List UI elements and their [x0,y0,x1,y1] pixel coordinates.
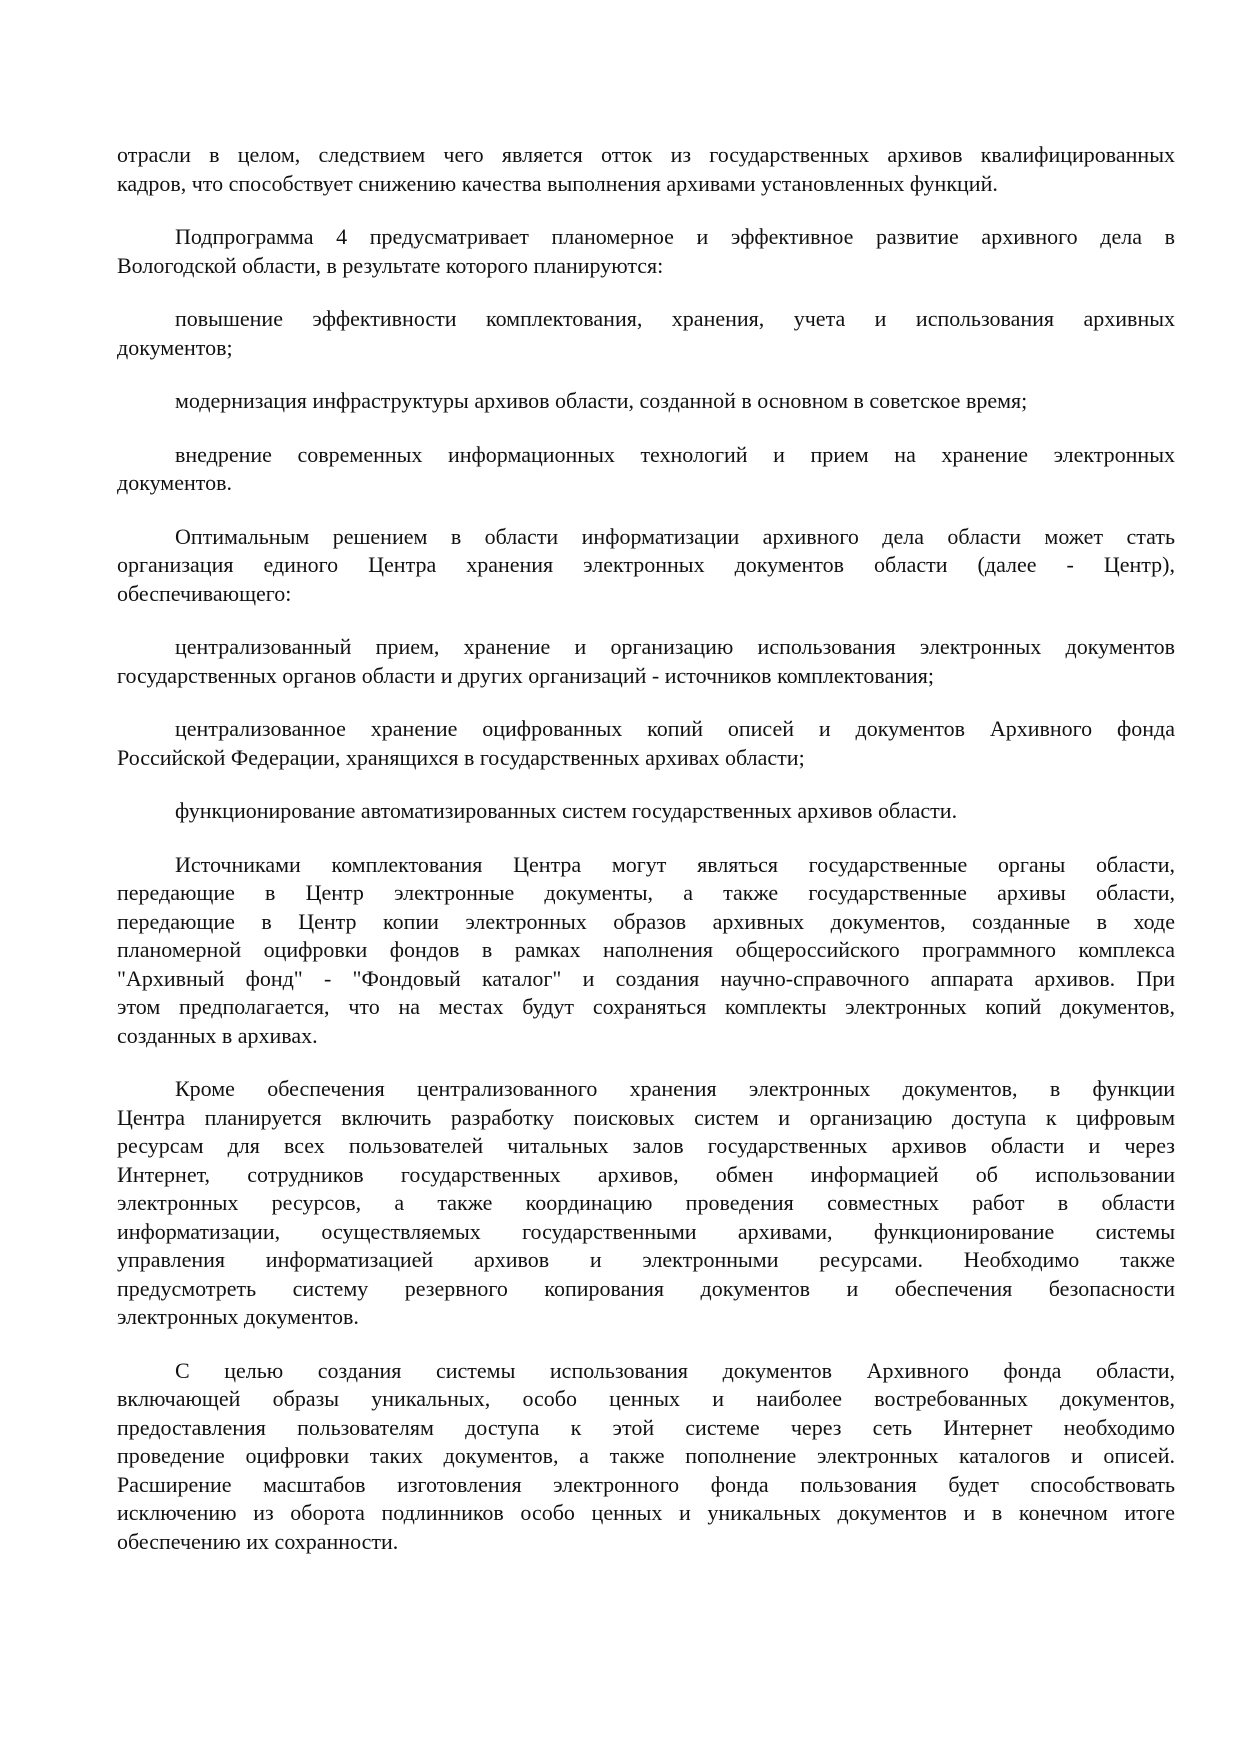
text-line: созданных в архивах. [117,1022,318,1048]
paragraph [117,1357,1175,1557]
paragraph [117,441,1175,498]
text-line: электронных документов. [117,1304,359,1329]
text-line: информатизации, осуществляемых государственными архивами, функционирование системы [117,1218,1175,1244]
text-line: централизованное хранение оцифрованных копий описей и документов Архивного фонда [175,716,1175,741]
text-line: государственных органов области и других организаций - источников комплектования; [117,662,935,688]
text-line: этом предполагается, что на местах будут сохраняться комплекты электронных копий документов, [117,994,1175,1019]
paragraph [117,387,1175,416]
text-line: Источниками комплектования Центра могут являться государственные органы области, [175,851,1175,877]
text-line: проведение оцифровки таких документов, а также пополнение электронных каталогов и описей. [117,1443,1175,1468]
text-line: отрасли в целом, следствием чего является отток из государственных архивов квалифицированных [117,142,1175,167]
text-line: обеспечивающего: [117,580,292,606]
text-line: повышение эффективности комплектования, хранения, учета и использования архивных [175,306,1175,331]
text-line: предусмотреть систему резервного копирования документов и обеспечения безопасности [117,1275,1175,1301]
text-line: организация единого Центра хранения электронных документов области (далее - Центр), [117,552,1175,577]
text-line: централизованный прием, хранение и организацию использования электронных документов [175,634,1175,659]
text-line: исключению из оборота подлинников особо ценных и уникальных документов и в конечном итоге [117,1500,1175,1525]
paragraph [117,633,1175,690]
text-line: включающей образы уникальных, особо ценных и наиболее востребованных документов, [117,1386,1175,1411]
text-line: передающие в Центр копии электронных образов архивных документов, созданные в ходе [117,908,1175,934]
text-line: электронных ресурсов, а также координацию проведения совместных работ в области [117,1190,1175,1215]
text-line: документов. [117,470,232,495]
text-line: Подпрограмма 4 предусматривает планомерное и эффективное развитие архивного дела в [175,224,1175,249]
text-line: предоставления пользователям доступа к этой системе через сеть Интернет необходимо [117,1414,1175,1440]
text-line: модернизация инфраструктуры архивов области, созданной в основном в советское время; [175,388,1028,413]
paragraph [117,141,1175,198]
paragraph [117,1075,1175,1332]
text-line: Вологодской области, в результате которого планируются: [117,252,664,278]
paragraph [117,715,1175,772]
text-line: передающие в Центр электронные документы, а также государственные архивы области, [117,880,1175,905]
text-line: планомерной оцифровки фондов в рамках наполнения общероссийского программного комплекса [117,937,1175,962]
text-line: функционирование автоматизированных систем государственных архивов области. [175,798,958,823]
text-line: кадров, что способствует снижению качества выполнения архивами установленных функций. [117,170,998,196]
paragraph [117,523,1175,609]
text-line: Расширение масштабов изготовления электронного фонда пользования будет способствовать [117,1471,1175,1497]
text-line: обеспечению их сохранности. [117,1528,399,1554]
text-line: ресурсам для всех пользователей читальных залов государственных архивов области и через [117,1133,1175,1158]
paragraph [117,223,1175,280]
text-line: внедрение современных информационных технологий и прием на хранение электронных [175,441,1175,467]
text-line: документов; [117,334,233,360]
text-line: Кроме обеспечения централизованного хранения электронных документов, в функции [175,1076,1175,1101]
text-line: "Архивный фонд" - "Фондовый каталог" и создания научно-справочного аппарата архивов. При [117,965,1175,991]
paragraph [117,797,1175,826]
text-line: Центра планируется включить разработку поисковых систем и организацию доступа к цифровым [117,1104,1175,1130]
paragraph [117,305,1175,362]
text-line: Оптимальным решением в области информатизации архивного дела области может стать [175,523,1175,549]
paragraph [117,851,1175,1051]
text-line: С целью создания системы использования документов Архивного фонда области, [175,1357,1175,1383]
text-line: управления информатизацией архивов и электронными ресурсами. Необходимо также [117,1247,1175,1272]
document-page [117,141,1175,1581]
text-line: Российской Федерации, хранящихся в государственных архивах области; [117,744,805,770]
text-line: Интернет, сотрудников государственных архивов, обмен информацией об использовании [117,1161,1175,1187]
